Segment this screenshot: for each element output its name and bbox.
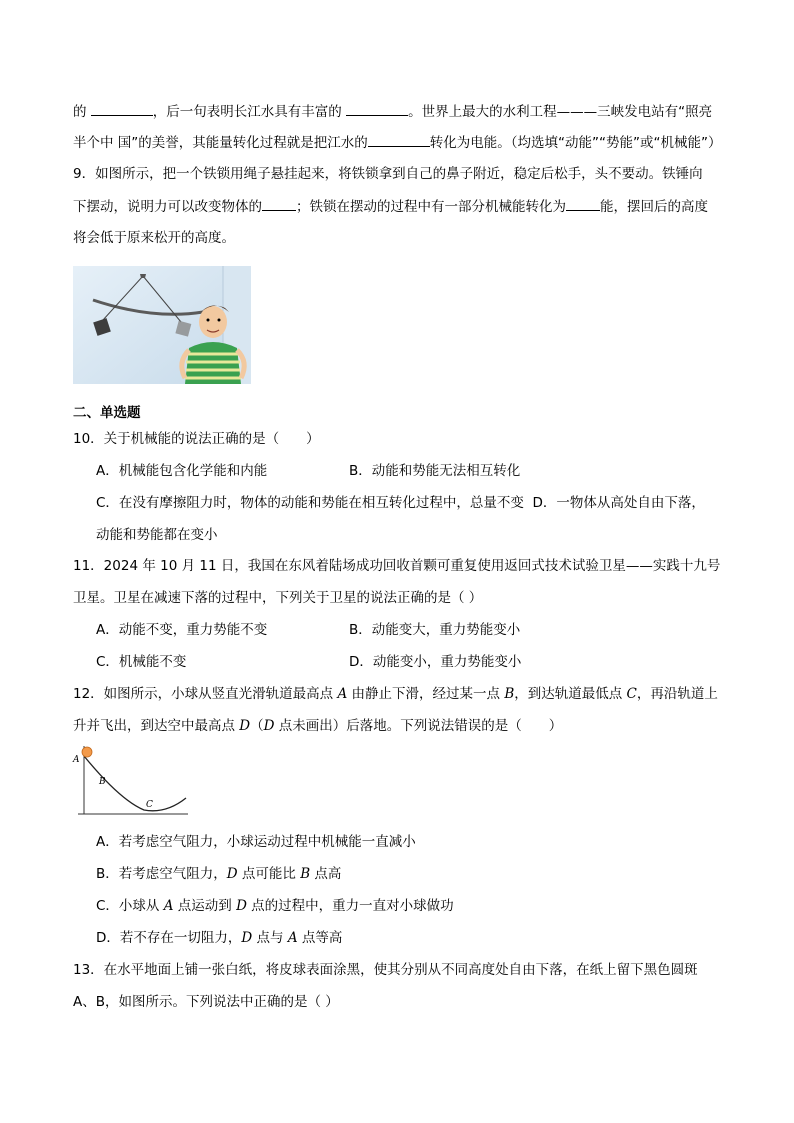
- text: （: [250, 718, 264, 734]
- q10-option-c-line: [96, 493, 705, 513]
- answer-blank: [368, 132, 430, 147]
- q8-line-1: [73, 101, 712, 122]
- q11-stem-1: 11．2024 年 10 月 11 日，我国在东风着陆场成功回收首颗可重复使用返回式技术试验卫星——实践十九号: [73, 558, 721, 574]
- text: 下摆动，说明力可以改变物体的: [73, 199, 262, 215]
- q11-option-b: B．动能变大，重力势能变小: [349, 622, 521, 638]
- text: 转化为电能。（均选填“动能”“势能”或“机械能”）: [429, 135, 722, 151]
- text: 能，摆回后的高度: [600, 199, 708, 215]
- q10-option-d-cont: 动能和势能都在变小: [96, 527, 218, 543]
- var: D: [239, 718, 251, 734]
- q11-option-d: D．动能变小，重力势能变小: [349, 654, 522, 670]
- answer-blank: [91, 101, 153, 116]
- text: C．小球从: [96, 898, 164, 914]
- track-figure: [70, 742, 190, 816]
- text: 将会低于原来松开的高度。: [73, 230, 235, 246]
- q13-stem-1: 13．在水平地面上铺一张白纸，将皮球表面涂黑，使其分别从不同高度处自由下落，在纸上留下黑色圆斑: [73, 962, 698, 978]
- answer-blank: [566, 196, 600, 211]
- q10-option-b: B．动能和势能无法相互转化: [349, 463, 521, 479]
- text: B．若考虑空气阻力，: [96, 866, 227, 882]
- text: 由静止下滑，经过某一点: [347, 686, 505, 702]
- text: ，再沿轨道上: [636, 686, 718, 702]
- section-heading: 二、单选题: [73, 405, 141, 421]
- var: D: [236, 898, 247, 914]
- text: 点的过程中，重力一直对小球做功: [246, 898, 454, 914]
- text: 点可能比: [237, 866, 301, 882]
- q12-option-b: [96, 864, 341, 884]
- text: ，到达轨道最低点: [514, 686, 627, 702]
- q10-stem: 10．关于机械能的说法正确的是（ ）: [73, 431, 320, 447]
- q12-option-d: [96, 928, 342, 948]
- label-a: A: [73, 755, 80, 765]
- var: B: [504, 686, 515, 702]
- text: 半个中 国”的美誉，其能量转化过程就是把江水的: [73, 135, 368, 151]
- answer-blank: [262, 196, 296, 211]
- var: A: [287, 930, 298, 946]
- q11-option-c: C．机械能不变: [96, 654, 187, 670]
- var: A: [337, 686, 348, 702]
- text: 的: [73, 104, 91, 120]
- q10-option-c: C．在没有摩擦阻力时，物体的动能和势能在相互转化过程中，总量不变: [96, 495, 524, 511]
- var: B: [300, 866, 311, 882]
- text: 点与: [252, 930, 288, 946]
- var: D: [263, 718, 275, 734]
- text: 升并飞出，到达空中最高点: [73, 718, 240, 734]
- answer-blank: [346, 101, 408, 116]
- q12-option-a: A．若考虑空气阻力，小球运动过程中机械能一直减小: [96, 834, 416, 850]
- text: 。世界上最大的水利工程———三峡发电站有“照亮: [408, 104, 713, 120]
- text: 12．如图所示，小球从竖直光滑轨道最高点: [73, 686, 338, 702]
- text: ；铁锁在摆动的过程中有一部分机械能转化为: [296, 199, 566, 215]
- label-c: C: [146, 800, 153, 810]
- var: A: [163, 898, 174, 914]
- text: 点等高: [297, 930, 343, 946]
- q9-line-1: [73, 164, 703, 184]
- text: 点高: [310, 866, 342, 882]
- question-stem: 9．如图所示，把一个铁锁用绳子悬挂起来，将铁锁拿到自己的鼻子附近，稳定后松手，头不要动。铁锤向: [73, 166, 703, 182]
- q12-stem-1: [73, 684, 718, 704]
- var: D: [241, 930, 253, 946]
- label-b: B: [99, 777, 106, 787]
- q10-option-a: A．机械能包含化学能和内能: [96, 463, 268, 479]
- q11-option-a: A．动能不变，重力势能不变: [96, 622, 268, 638]
- q10-option-d: D．一物体从高处自由下落，: [532, 495, 705, 511]
- q9-line-2: [73, 196, 708, 217]
- text: 点运动到: [173, 898, 237, 914]
- text: ，后一句表明长江水具有丰富的: [152, 104, 347, 120]
- var: C: [626, 686, 637, 702]
- q13-stem-2: A、B，如图所示。下列说法中正确的是（ ）: [73, 994, 339, 1010]
- q12-option-c: [96, 896, 454, 916]
- q12-stem-2: [73, 716, 562, 736]
- var: D: [226, 866, 238, 882]
- q8-line-2: [73, 132, 722, 153]
- text: D．若不存在一切阻力，: [96, 930, 242, 946]
- pendulum-figure: [73, 262, 255, 390]
- q11-stem-2: 卫星。卫星在减速下落的过程中，下列关于卫星的说法正确的是（ ）: [73, 590, 483, 606]
- q9-line-3: [73, 228, 235, 248]
- text: 点未画出）后落地。下列说法错误的是（ ）: [274, 718, 563, 734]
